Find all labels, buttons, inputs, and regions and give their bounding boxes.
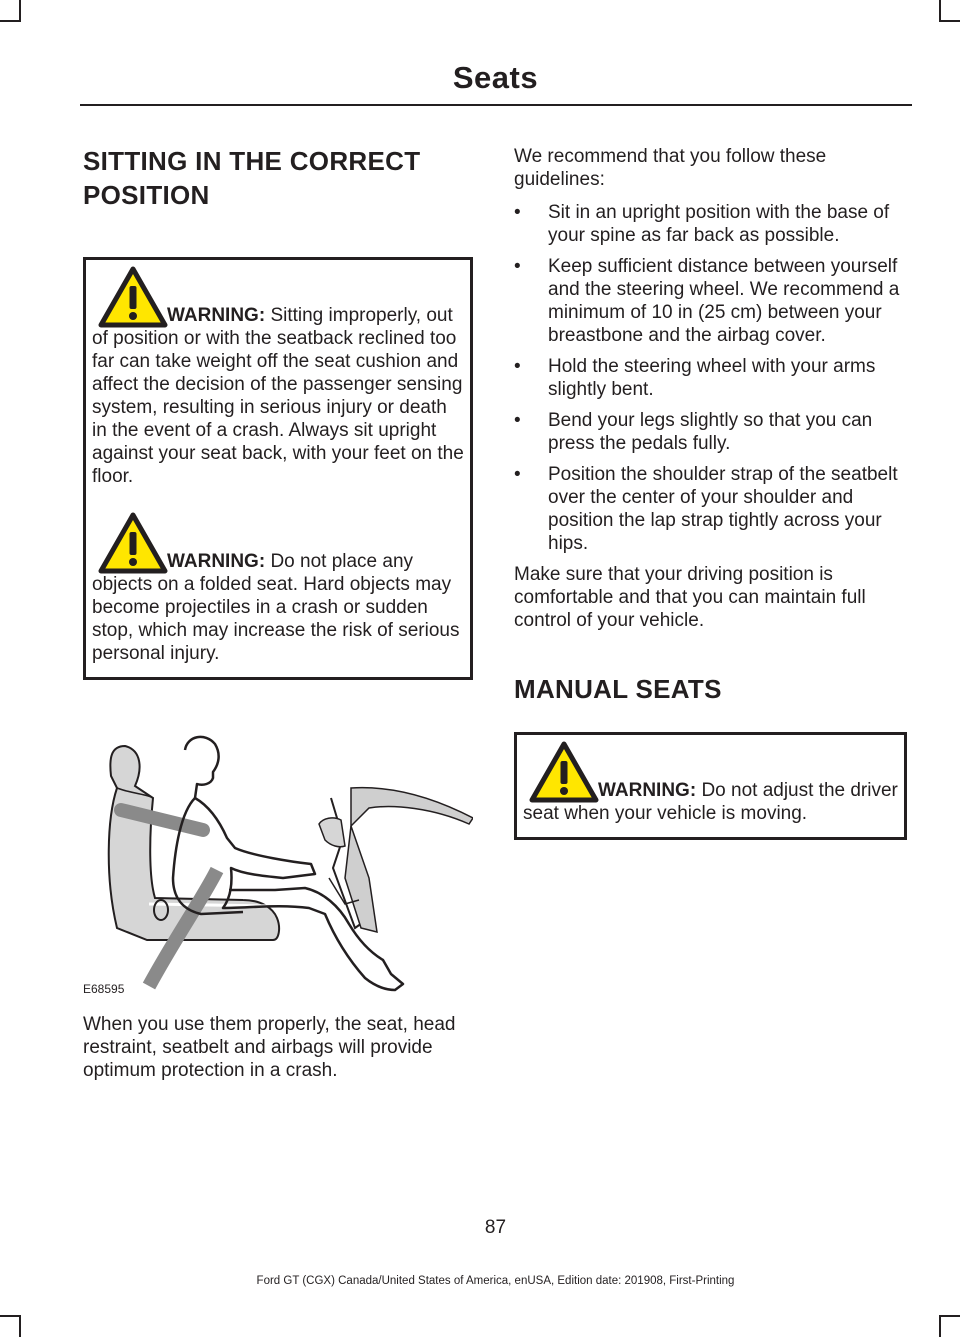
bullet-icon: • [514, 202, 521, 223]
figure-code: E68595 [83, 982, 125, 996]
left-column [83, 144, 473, 1082]
crop-mark [939, 20, 960, 22]
edition-footer: Ford GT (CGX) Canada/United States of America, enUSA, Edition date: 201908, First-Printing [256, 1275, 735, 1287]
guidelines-list [514, 201, 907, 555]
section-heading: MANUAL SEATS [514, 674, 722, 704]
warning-triangle-icon [98, 266, 168, 328]
warning-item [92, 512, 465, 665]
crop-mark [939, 0, 941, 22]
figure-caption: When you use them properly, the seat, head restraint, seatbelt and airbags will provide optimum protection in a crash. [83, 1014, 456, 1081]
warning-text: WARNING: Sitting improperly, out of position or with the seatback reclined too far can take weight off the seat cushion and affect the decision of the passenger sensing system, resulting in serious injury or death in the event of a crash. Always sit upright against your seat back, with your feet on the floor. [92, 305, 464, 487]
warning-item [92, 266, 465, 488]
crop-mark [19, 0, 21, 22]
page-number: 87 [484, 1217, 507, 1238]
crop-mark [939, 1315, 960, 1317]
crop-mark [0, 1315, 21, 1317]
warning-triangle-icon [529, 741, 599, 803]
closing-paragraph: Make sure that your driving position is comfortable and that you can maintain full control of your vehicle. [514, 564, 866, 631]
warning-text: WARNING: Do not place any objects on a folded seat. Hard objects may become projectiles in a crash or sudden stop, which may increase the risk of serious personal injury. [92, 551, 460, 664]
page-header-title: Seats [452, 60, 539, 95]
list-item: • Keep sufficient distance between yourself and the steering wheel. We recommend a minimum of 10 in (25 cm) between your breastbone and the airbag cover. [514, 256, 900, 346]
warning-box [83, 257, 473, 680]
header-rule [80, 104, 912, 106]
warning-triangle-icon [98, 512, 168, 574]
list-item: • Position the shoulder strap of the seatbelt over the center of your shoulder and position the lap strap tightly across your hips. [514, 464, 898, 554]
warning-box [514, 732, 907, 840]
crop-mark [19, 1315, 21, 1337]
crop-mark [0, 20, 21, 22]
crop-mark [939, 1315, 941, 1337]
list-item: • Hold the steering wheel with your arms slightly bent. [514, 356, 876, 400]
right-column [514, 145, 907, 840]
bullet-icon: • [514, 410, 521, 431]
section-heading: SITTING IN THE CORRECT POSITION [83, 146, 421, 210]
bullet-icon: • [514, 356, 521, 377]
warning-item [523, 741, 899, 825]
bullet-icon: • [514, 256, 521, 277]
guidelines-intro: We recommend that you follow these guidelines: [514, 146, 827, 190]
bullet-icon: • [514, 464, 521, 485]
list-item: • Sit in an upright position with the base of your spine as far back as possible. [514, 202, 890, 246]
warning-text: WARNING: Do not adjust the driver seat when your vehicle is moving. [523, 780, 898, 824]
driver-seated-figure [83, 728, 473, 998]
seating-position-illustration [83, 728, 473, 998]
list-item: • Bend your legs slightly so that you can press the pedals fully. [514, 410, 873, 454]
